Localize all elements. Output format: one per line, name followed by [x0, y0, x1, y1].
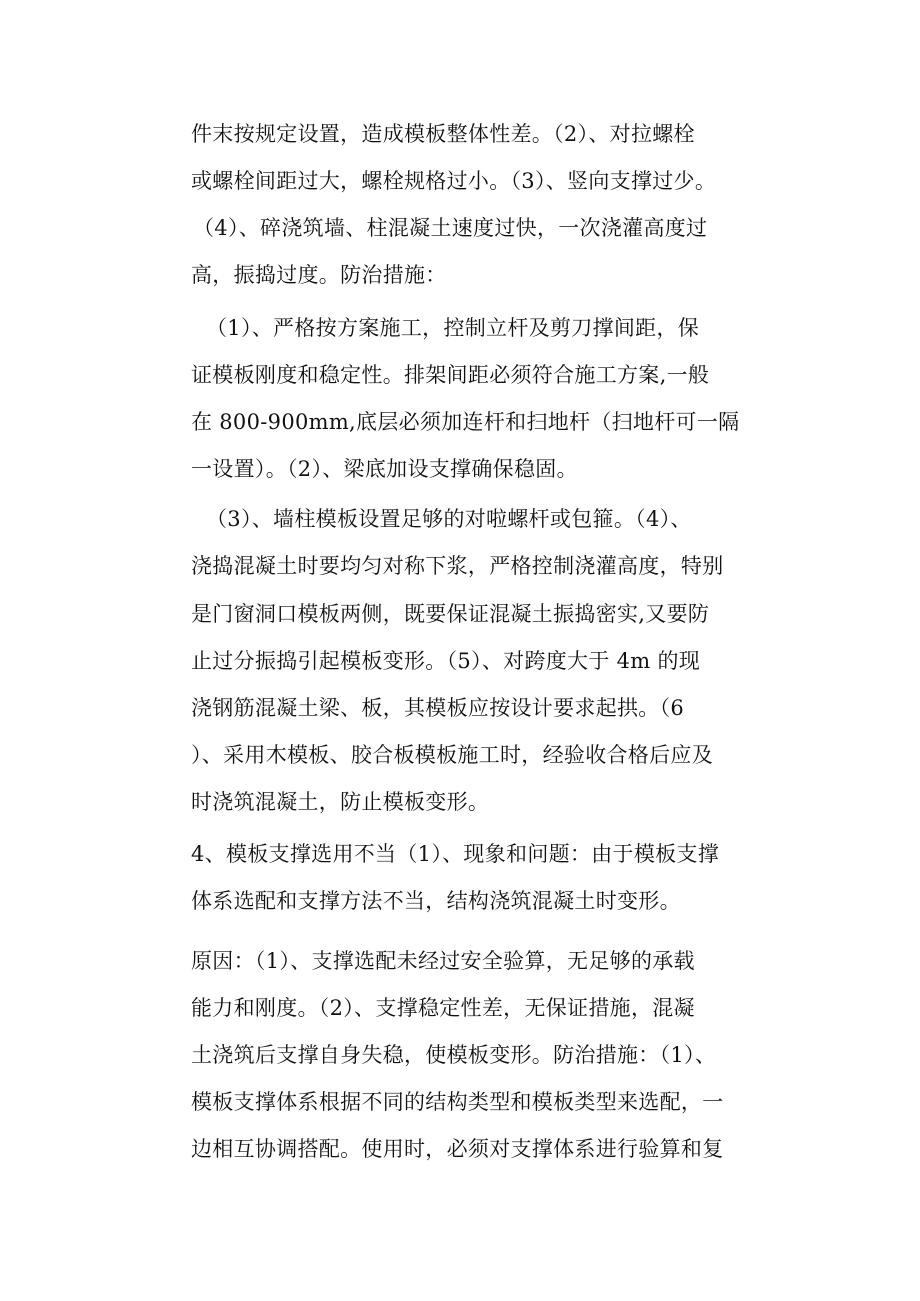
text-line: 浇钢筋混凝土梁、板，其模板应按设计要求起拱。（6	[191, 696, 685, 720]
text-line: 边相互协调搭配。使用时，必须对支撑体系进行验算和复	[191, 1137, 724, 1161]
text-line: 证模板刚度和稳定性。排架间距必须符合施工方案,一般	[191, 363, 710, 387]
text-line: （3）、墙柱模板设置足够的对啦螺杆或包箍。（4）、	[206, 507, 692, 531]
text-line: 一设置）。（2）、梁底加设支撑确保稳固。	[191, 457, 578, 481]
text-line: 在 800-900mm,底层必须加连杆和扫地杆（扫地杆可一隔	[191, 410, 740, 434]
text-line: （4）、碎浇筑墙、柱混凝土速度过快，一次浇灌高度过	[193, 216, 708, 240]
text-line: 能力和刚度。（2）、支撑稳定性差，无保证措施，混凝	[191, 996, 695, 1020]
text-line: 或螺栓间距过大，螺栓规格过小。（3）、竖向支撑过少。	[191, 169, 717, 193]
section-heading-line: 4、模板支撑选用不当（1）、现象和问题：由于模板支撑	[191, 842, 720, 866]
text-line: （1）、严格按方案施工，控制立杆及剪刀撑间距，保	[206, 316, 700, 340]
text-line: 时浇筑混凝土，防止模板变形。	[191, 790, 490, 814]
text-line: 原因：（1）、支撑选配未经过安全验算，无足够的承载	[191, 949, 695, 973]
text-line: 体系选配和支撑方法不当，结构浇筑混凝土时变形。	[191, 889, 681, 913]
text-line: 土浇筑后支撑自身失稳，使模板变形。防治措施：（1）、	[191, 1043, 717, 1067]
text-line: 止过分振捣引起模板变形。（5）、对跨度大于 4m 的现	[191, 649, 701, 673]
text-line: 高，振捣过度。防治措施：	[191, 263, 447, 287]
text-line: ）、采用木模板、胶合板模板施工时，经验收合格后应及	[191, 743, 713, 767]
text-line: 模板支撑体系根据不同的结构类型和模板类型来选配，一	[191, 1090, 724, 1114]
text-line: 件末按规定设置，造成模板整体性差。（2）、对拉螺栓	[191, 122, 695, 146]
text-line: 是门窗洞口模板两侧，既要保证混凝土振捣密实,又要防	[191, 602, 710, 626]
text-line: 浇捣混凝土时要均匀对称下浆，严格控制浇灌高度，特别	[191, 554, 724, 578]
